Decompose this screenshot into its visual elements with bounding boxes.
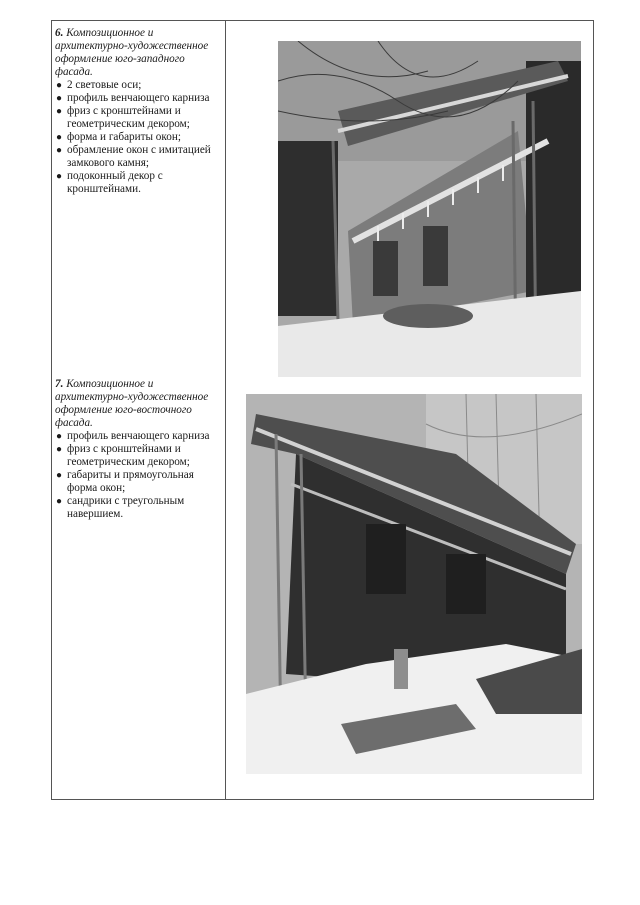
section-6-title xyxy=(55,27,223,79)
section-6-number: 6. xyxy=(55,27,64,39)
list-item: ● сандрики с треугольным навершием. xyxy=(56,495,185,520)
section-6-list xyxy=(55,79,223,196)
list-item: ● профиль венчающего карниза xyxy=(56,92,210,104)
list-item: ● 2 световые оси; xyxy=(56,79,142,91)
list-item: ● габариты и прямоугольная форма окон; xyxy=(56,469,194,494)
facade-photo-southeast-image xyxy=(246,394,582,774)
section-7-heading: Композиционное и архитектурно-художественное оформление юго-восточного фасада. xyxy=(55,378,209,429)
bullet-dot-icon: ● xyxy=(56,80,63,91)
document-table xyxy=(51,20,594,800)
bullet-dot-icon: ● xyxy=(56,145,63,156)
bullet-dot-icon: ● xyxy=(56,470,63,481)
list-item: ● фриз с кронштейнами и геометрическим декором; xyxy=(56,443,190,468)
list-item: ● обрамление окон с имитацией замкового камня; xyxy=(56,144,211,169)
bullet-dot-icon: ● xyxy=(56,93,63,104)
bullet-dot-icon: ● xyxy=(56,132,63,143)
list-item: ● подоконный декор с кронштейнами. xyxy=(56,170,163,195)
list-item: ● форма и габариты окон; xyxy=(56,131,181,143)
facade-photo-southeast xyxy=(246,394,582,774)
list-item: ● профиль венчающего карниза xyxy=(56,430,210,442)
section-7-title xyxy=(55,378,223,430)
facade-photo-southwest-image xyxy=(278,41,581,377)
section-6-text xyxy=(55,27,223,196)
bullet-dot-icon: ● xyxy=(56,444,63,455)
section-7-number: 7. xyxy=(55,378,64,390)
section-6-heading: Композиционное и архитектурно-художественное оформление юго-западного фасада. xyxy=(55,27,209,78)
section-7-list xyxy=(55,430,223,521)
bullet-dot-icon: ● xyxy=(56,171,63,182)
bullet-dot-icon: ● xyxy=(56,431,63,442)
facade-photo-southwest xyxy=(278,41,581,377)
column-divider xyxy=(225,21,226,799)
bullet-dot-icon: ● xyxy=(56,496,63,507)
list-item: ● фриз с кронштейнами и геометрическим декором; xyxy=(56,105,190,130)
bullet-dot-icon: ● xyxy=(56,106,63,117)
section-7-text xyxy=(55,378,223,521)
